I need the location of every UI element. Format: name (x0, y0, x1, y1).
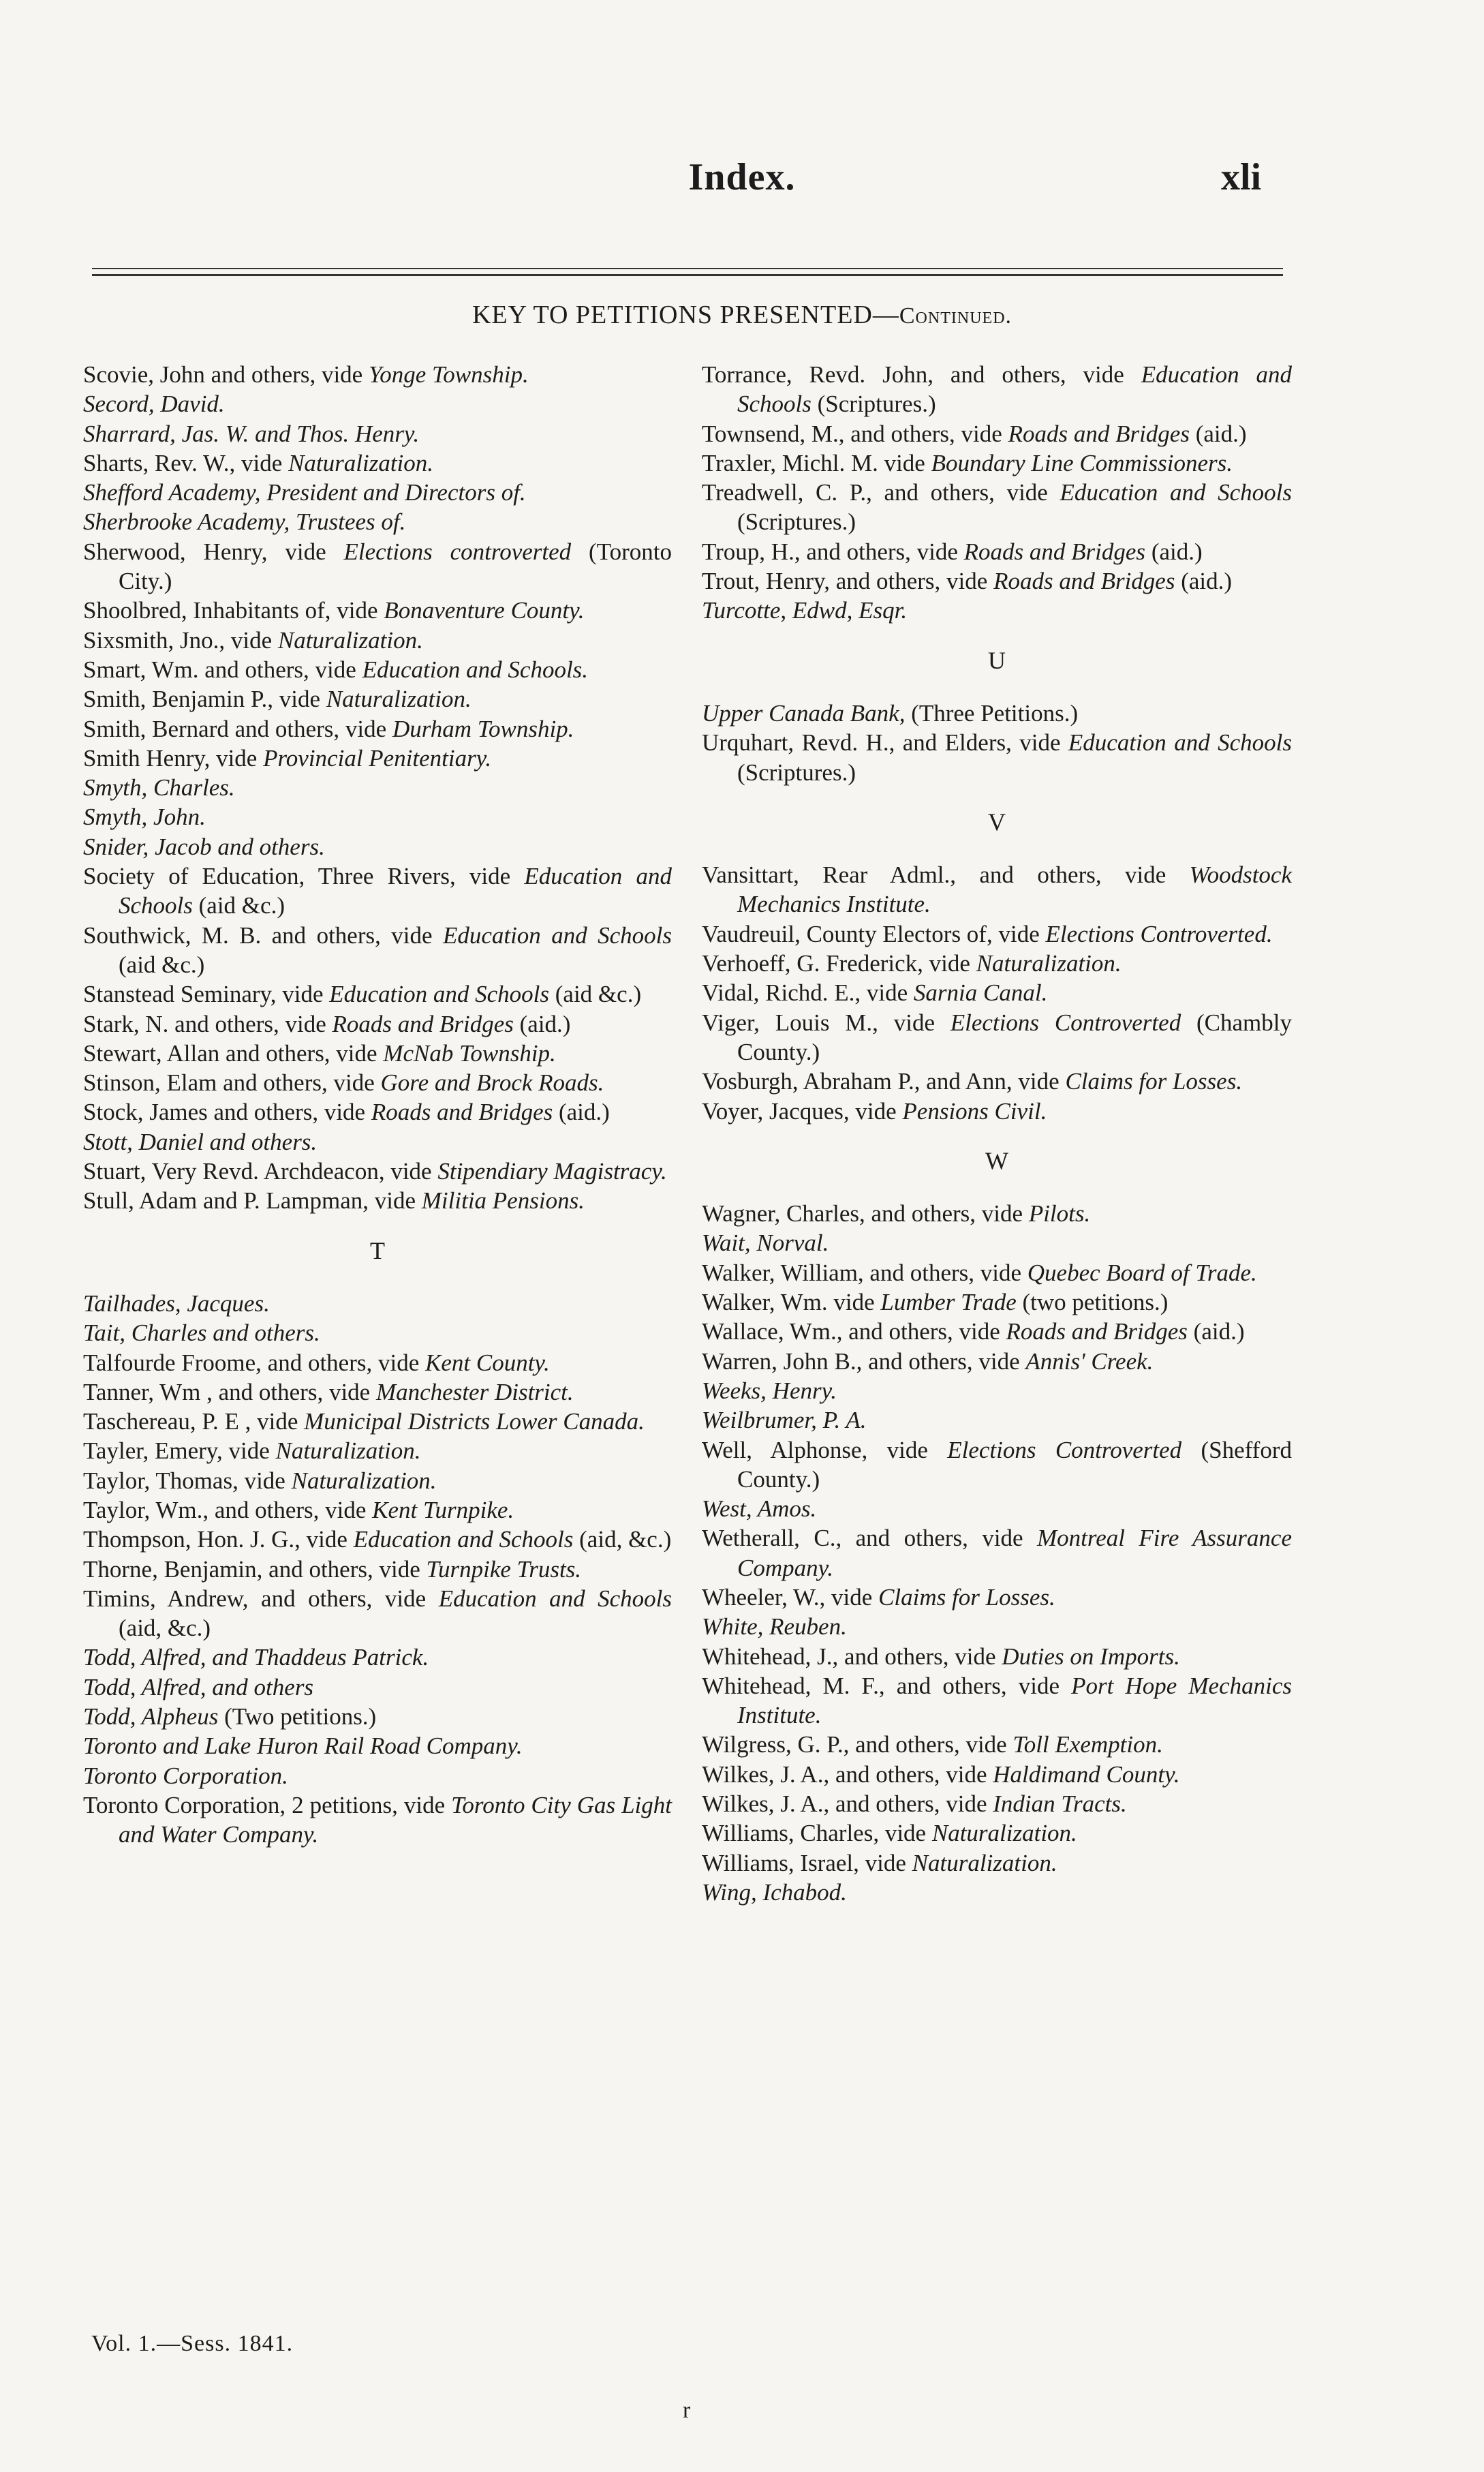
entry-reference: Indian Tracts. (993, 1790, 1127, 1818)
index-entry (83, 1525, 672, 1554)
entry-reference: Stott, Daniel and others. (83, 1128, 318, 1155)
entry-name: Talfourde Froome, and others, vide (83, 1349, 425, 1376)
entry-reference: McNab Township. (383, 1039, 556, 1067)
index-entry (702, 1612, 1292, 1641)
entry-reference: Naturalization. (291, 1467, 437, 1494)
index-entry (83, 1097, 672, 1127)
entry-reference: Roads and Bridges (332, 1010, 514, 1037)
index-entry (702, 1317, 1292, 1346)
index-entry (83, 507, 672, 536)
entry-reference: Elections Controverted (950, 1009, 1181, 1036)
index-entry (702, 1097, 1292, 1126)
entry-name: Wilgress, G. P., and others, vide (702, 1731, 1013, 1758)
entry-name: Walker, William, and others, vide (702, 1259, 1027, 1286)
index-entry (83, 655, 672, 684)
entry-name: Stull, Adam and P. Lampman, vide (83, 1187, 422, 1215)
index-entry (83, 1790, 672, 1850)
entry-reference: Naturalization. (326, 686, 472, 713)
entry-reference: Yonge Township. (368, 361, 529, 388)
index-entry (83, 537, 672, 596)
entry-reference: Manchester District. (375, 1378, 574, 1405)
index-entry (702, 1435, 1292, 1495)
entry-name: Whitehead, J., and others, vide (702, 1643, 1002, 1670)
entry-reference: Elections Controverted (947, 1436, 1182, 1463)
entry-name: Stanstead Seminary, vide (83, 981, 330, 1008)
entry-suffix: (Chambly County.) (737, 1009, 1292, 1065)
entry-name: Taylor, Wm., and others, vide (83, 1496, 373, 1523)
entry-reference: Tailhades, Jacques. (83, 1290, 270, 1317)
entry-name: Well, Alphonse, vide (702, 1436, 948, 1463)
index-entry (702, 596, 1292, 625)
entry-reference: West, Amos. (702, 1495, 817, 1523)
entry-name: Stark, N. and others, vide (83, 1010, 333, 1037)
index-entry (83, 360, 672, 389)
entry-name: Voyer, Jacques, vide (702, 1097, 903, 1125)
index-entry (702, 1494, 1292, 1523)
entry-reference: Gore and Brock Roads. (380, 1069, 604, 1097)
entry-reference: Woodstock Mechanics Institute. (737, 861, 1292, 918)
entry-reference: Toronto Corporation. (83, 1762, 288, 1789)
entry-name: Stuart, Very Revd. Archdeacon, vide (83, 1158, 438, 1185)
entry-reference: Naturalization. (912, 1849, 1057, 1876)
entry-reference: Sherbrooke Academy, Trustees of. (83, 508, 406, 536)
index-entry (702, 1347, 1292, 1376)
index-entry (83, 1407, 672, 1436)
index-entry (83, 1495, 672, 1525)
entry-reference: Municipal Districts Lower Canada. (304, 1408, 645, 1435)
entry-name: Viger, Louis M., vide (702, 1009, 950, 1036)
entry-suffix: (Scriptures.) (811, 391, 936, 418)
entry-name: Shoolbred, Inhabitants of, vide (83, 597, 384, 624)
entry-name: Thompson, Hon. J. G., vide (83, 1526, 354, 1553)
entry-reference: Wing, Ichabod. (702, 1878, 847, 1906)
entry-name: Wilkes, J. A., and others, vide (702, 1790, 993, 1818)
entry-name: Williams, Israel, vide (702, 1849, 912, 1876)
index-entry (702, 1258, 1292, 1287)
entry-name: Sharts, Rev. W., vide (83, 449, 289, 476)
entry-name: Whitehead, M. F., and others, vide (702, 1672, 1072, 1699)
entry-name: Wallace, Wm., and others, vide (702, 1318, 1006, 1345)
entry-reference: Duties on Imports. (1002, 1643, 1180, 1670)
index-entry (702, 448, 1292, 478)
index-entry (83, 1289, 672, 1318)
entry-reference: Education and Schools (442, 921, 672, 949)
index-entry (83, 1009, 672, 1039)
entry-name: Vansittart, Rear Adml., and others, vide (702, 861, 1190, 889)
index-entry (702, 949, 1292, 978)
index-entry (702, 1730, 1292, 1759)
entry-reference: Toll Exemption. (1012, 1731, 1163, 1758)
index-entry (83, 979, 672, 1009)
entry-reference: Naturalization. (275, 1437, 421, 1465)
entry-name: Walker, Wm. vide (702, 1289, 881, 1316)
section-heading-continued: Continued. (899, 303, 1012, 329)
entry-suffix: (Scriptures.) (737, 508, 856, 536)
index-entry (702, 1878, 1292, 1907)
index-entry (83, 744, 672, 773)
letter-heading: U (988, 646, 1006, 674)
entry-reference: Toronto and Lake Huron Rail Road Company. (83, 1733, 523, 1760)
index-entry (83, 1377, 672, 1407)
entry-reference: Claims for Losses. (878, 1583, 1055, 1611)
entry-name: Vosburgh, Abraham P., and Ann, vide (702, 1068, 1066, 1095)
entry-reference: Snider, Jacob and others. (83, 833, 325, 860)
entry-reference: Naturalization. (288, 449, 434, 476)
entry-reference: Weilbrumer, P. A. (702, 1407, 867, 1434)
running-title: Index. (688, 156, 796, 198)
entry-reference: Provincial Penitentiary. (263, 744, 492, 772)
entry-name: Tanner, Wm , and others, vide (83, 1378, 376, 1405)
index-entry (83, 1348, 672, 1377)
entry-reference: Claims for Losses. (1065, 1068, 1243, 1095)
entry-reference: Tait, Charles and others. (83, 1319, 320, 1347)
entry-name: Troup, H., and others, vide (702, 538, 964, 565)
index-entry (83, 1127, 672, 1157)
index-entry (83, 1068, 672, 1097)
entry-name: Trout, Henry, and others, vide (702, 568, 994, 595)
entry-name: Williams, Charles, vide (702, 1820, 932, 1847)
entry-suffix: (Scriptures.) (737, 759, 856, 786)
entry-reference: Militia Pensions. (421, 1187, 585, 1215)
entry-reference: Stipendiary Magistracy. (437, 1158, 667, 1185)
index-entry (83, 1643, 672, 1672)
index-entry (83, 1702, 672, 1731)
index-entry (83, 1584, 672, 1643)
index-entry (83, 832, 672, 861)
entry-name: Toronto Corporation, 2 petitions, vide (83, 1791, 452, 1818)
index-entry (702, 1818, 1292, 1848)
index-entry (83, 1186, 672, 1215)
index-entry (702, 699, 1292, 728)
entry-suffix: (Three Petitions.) (905, 699, 1079, 727)
entry-name: Smith, Bernard and others, vide (83, 715, 392, 742)
entry-reference: Sharrard, Jas. W. and Thos. Henry. (83, 420, 420, 447)
entry-suffix: (aid.) (1145, 538, 1203, 565)
entry-name: Timins, Andrew, and others, vide (83, 1585, 439, 1612)
header-rule (92, 268, 1283, 269)
index-entry (83, 684, 672, 714)
entry-name: Sherwood, Henry, vide (83, 538, 344, 565)
index-entry (83, 596, 672, 625)
index-entry (702, 1376, 1292, 1405)
index-entry (702, 1405, 1292, 1435)
entry-reference: Boundary Line Commissioners. (931, 449, 1233, 476)
printer-signature-mark: r (683, 2398, 691, 2423)
entry-name: Stinson, Elam and others, vide (83, 1069, 381, 1097)
entry-reference: Naturalization. (976, 950, 1122, 977)
entry-reference: Shefford Academy, President and Directors of. (83, 479, 526, 506)
entry-reference: Turcotte, Edwd, Esqr. (702, 597, 908, 624)
index-entry (702, 1067, 1292, 1096)
entry-reference: Education and Schools (353, 1526, 574, 1553)
entry-name: Wetherall, C., and others, vide (702, 1525, 1038, 1552)
entry-reference: Todd, Alpheus (83, 1703, 219, 1730)
entry-name: Taschereau, P. E , vide (83, 1408, 305, 1435)
index-entry (702, 360, 1292, 419)
entry-reference: Education and Schools (1068, 729, 1292, 757)
entry-suffix: (aid.) (1187, 1318, 1245, 1345)
entry-name: Townsend, M., and others, vide (702, 420, 1008, 447)
entry-name: Smith Henry, vide (83, 744, 264, 772)
index-entry (83, 714, 672, 744)
index-entry (702, 1760, 1292, 1789)
volume-session-note: Vol. 1.—Sess. 1841. (91, 2331, 294, 2356)
entry-suffix: (aid.) (1189, 420, 1247, 447)
index-column-right (702, 360, 1292, 1907)
letter-heading: W (985, 1146, 1008, 1174)
entry-suffix: (aid.) (1175, 568, 1233, 595)
index-column-left (83, 360, 672, 1850)
index-entry (702, 1008, 1292, 1067)
index-entry (702, 1199, 1292, 1228)
entry-reference: Smyth, Charles. (83, 774, 235, 802)
entry-reference: Bonaventure County. (384, 597, 585, 624)
entry-name: Treadwell, C. P., and others, vide (702, 479, 1060, 506)
index-entry (702, 1848, 1292, 1878)
entry-reference: White, Reuben. (702, 1613, 847, 1641)
index-entry (702, 1583, 1292, 1612)
index-entry (83, 389, 672, 418)
index-entry (83, 1673, 672, 1702)
entry-name: Society of Education, Three Rivers, vide (83, 863, 525, 890)
header-rule-double (92, 274, 1283, 276)
entry-reference: Turnpike Trusts. (426, 1555, 582, 1583)
index-entry (83, 448, 672, 478)
entry-name: Wilkes, J. A., and others, vide (702, 1760, 993, 1788)
entry-reference: Education and Schools (329, 981, 550, 1008)
index-entry (702, 1228, 1292, 1257)
entry-name: Wagner, Charles, and others, vide (702, 1200, 1029, 1227)
entry-reference: Todd, Alfred, and Thaddeus Patrick. (83, 1644, 429, 1671)
entry-reference: Smyth, John. (83, 804, 206, 831)
entry-reference: Naturalization. (931, 1820, 1077, 1847)
index-entry (702, 978, 1292, 1007)
entry-reference: Pensions Civil. (902, 1097, 1047, 1125)
entry-reference: Kent County. (425, 1349, 550, 1376)
entry-reference: Wait, Norval. (702, 1230, 829, 1257)
page-number: xli (1221, 156, 1262, 198)
entry-reference: Upper Canada Bank, (702, 699, 906, 727)
entry-reference: Naturalization. (277, 626, 423, 654)
index-entry (83, 1466, 672, 1495)
entry-suffix: (aid.) (513, 1010, 571, 1037)
entry-reference: Todd, Alfred, and others (83, 1673, 314, 1700)
entry-reference: Montreal Fire Assurance Company. (737, 1525, 1292, 1581)
entry-reference: Annis' Creek. (1025, 1347, 1154, 1375)
entry-reference: Education and Schools (737, 361, 1292, 418)
entry-suffix: (Shefford County.) (737, 1436, 1292, 1493)
index-entry (83, 419, 672, 448)
entry-name: Urquhart, Revd. H., and Elders, vide (702, 729, 1068, 757)
index-entry (702, 566, 1292, 596)
index-entry (83, 1761, 672, 1790)
entry-reference: Education and Schools (119, 863, 672, 919)
entry-name: Torrance, Revd. John, and others, vide (702, 361, 1141, 388)
entry-reference: Weeks, Henry. (702, 1377, 837, 1404)
entry-suffix: (aid &c.) (119, 951, 205, 978)
entry-reference: Elections Controverted. (1045, 920, 1273, 947)
entry-reference: Secord, David. (83, 391, 225, 418)
index-entry (83, 802, 672, 831)
entry-reference: Roads and Bridges (963, 538, 1146, 565)
entry-name: Smith, Benjamin P., vide (83, 686, 326, 713)
entry-suffix: (Two petitions.) (218, 1703, 377, 1730)
entry-suffix: (aid, &c.) (119, 1615, 211, 1642)
index-entry (83, 1436, 672, 1465)
entry-name: Sixsmith, Jno., vide (83, 626, 278, 654)
index-entry (702, 860, 1292, 919)
entry-reference: Pilots. (1028, 1200, 1091, 1227)
entry-reference: Lumber Trade (880, 1289, 1017, 1316)
entry-name: Scovie, John and others, vide (83, 361, 369, 388)
entry-reference: Port Hope Mechanics Institute. (737, 1672, 1293, 1729)
entry-suffix: (Toronto City.) (119, 538, 672, 595)
entry-reference: Sarnia Canal. (913, 979, 1048, 1007)
entry-name: Smart, Wm. and others, vide (83, 656, 362, 683)
entry-name: Taylor, Thomas, vide (83, 1467, 292, 1494)
entry-name: Tayler, Emery, vide (83, 1437, 276, 1465)
entry-name: Thorne, Benjamin, and others, vide (83, 1555, 427, 1583)
entry-reference: Quebec Board of Trade. (1027, 1259, 1257, 1286)
index-entry (702, 919, 1292, 949)
entry-suffix: (two petitions.) (1016, 1289, 1169, 1316)
entry-name: Stewart, Allan and others, vide (83, 1039, 384, 1067)
index-entry (702, 1789, 1292, 1818)
index-entry (83, 1555, 672, 1584)
entry-suffix: (aid &c.) (192, 892, 285, 919)
entry-reference: Roads and Bridges (1006, 1318, 1188, 1345)
letter-heading: V (988, 808, 1006, 836)
entry-reference: Roads and Bridges (1008, 420, 1190, 447)
entry-reference: Kent Turnpike. (372, 1496, 514, 1523)
index-entry (83, 773, 672, 802)
entry-reference: Roads and Bridges (371, 1099, 553, 1126)
entry-name: Wheeler, W., vide (702, 1583, 879, 1611)
index-entry (83, 1157, 672, 1186)
index-entry (702, 1642, 1292, 1671)
index-entry (702, 1287, 1292, 1317)
index-entry (702, 537, 1292, 566)
index-entry (83, 921, 672, 980)
letter-heading: T (370, 1236, 385, 1264)
entry-name: Warren, John B., and others, vide (702, 1347, 1026, 1375)
index-entry (702, 478, 1292, 537)
entry-name: Vaudreuil, County Electors of, vide (702, 920, 1046, 947)
entry-suffix: (aid.) (553, 1099, 610, 1126)
index-entry (702, 728, 1292, 787)
index-entry (83, 1039, 672, 1068)
entry-name: Vidal, Richd. E., vide (702, 979, 914, 1007)
index-entry (83, 861, 672, 921)
index-entry (702, 1671, 1292, 1730)
entry-suffix: (aid &c.) (549, 981, 642, 1008)
entry-name: Traxler, Michl. M. vide (702, 449, 931, 476)
section-heading (0, 300, 1484, 330)
entry-reference: Elections controverted (343, 538, 572, 565)
index-entry (702, 419, 1292, 448)
entry-reference: Toronto City Gas Light and Water Company. (119, 1791, 673, 1848)
entry-reference: Roads and Bridges (993, 568, 1175, 595)
index-entry (702, 1523, 1292, 1583)
index-entry (83, 1731, 672, 1760)
entry-name: Stock, James and others, vide (83, 1099, 371, 1126)
entry-reference: Durham Township. (392, 715, 574, 742)
entry-reference: Haldimand County. (993, 1760, 1180, 1788)
index-entry (83, 478, 672, 507)
index-entry (83, 1318, 672, 1347)
entry-reference: Education and Schools (1060, 479, 1292, 506)
index-entry (83, 626, 672, 655)
entry-suffix: (aid, &c.) (573, 1526, 672, 1553)
section-heading-main: KEY TO PETITIONS PRESENTED— (472, 301, 899, 329)
entry-reference: Education and Schools (438, 1585, 672, 1612)
entry-name: Verhoeff, G. Frederick, vide (702, 950, 976, 977)
entry-name: Southwick, M. B. and others, vide (83, 921, 443, 949)
entry-reference: Education and Schools. (362, 656, 589, 683)
